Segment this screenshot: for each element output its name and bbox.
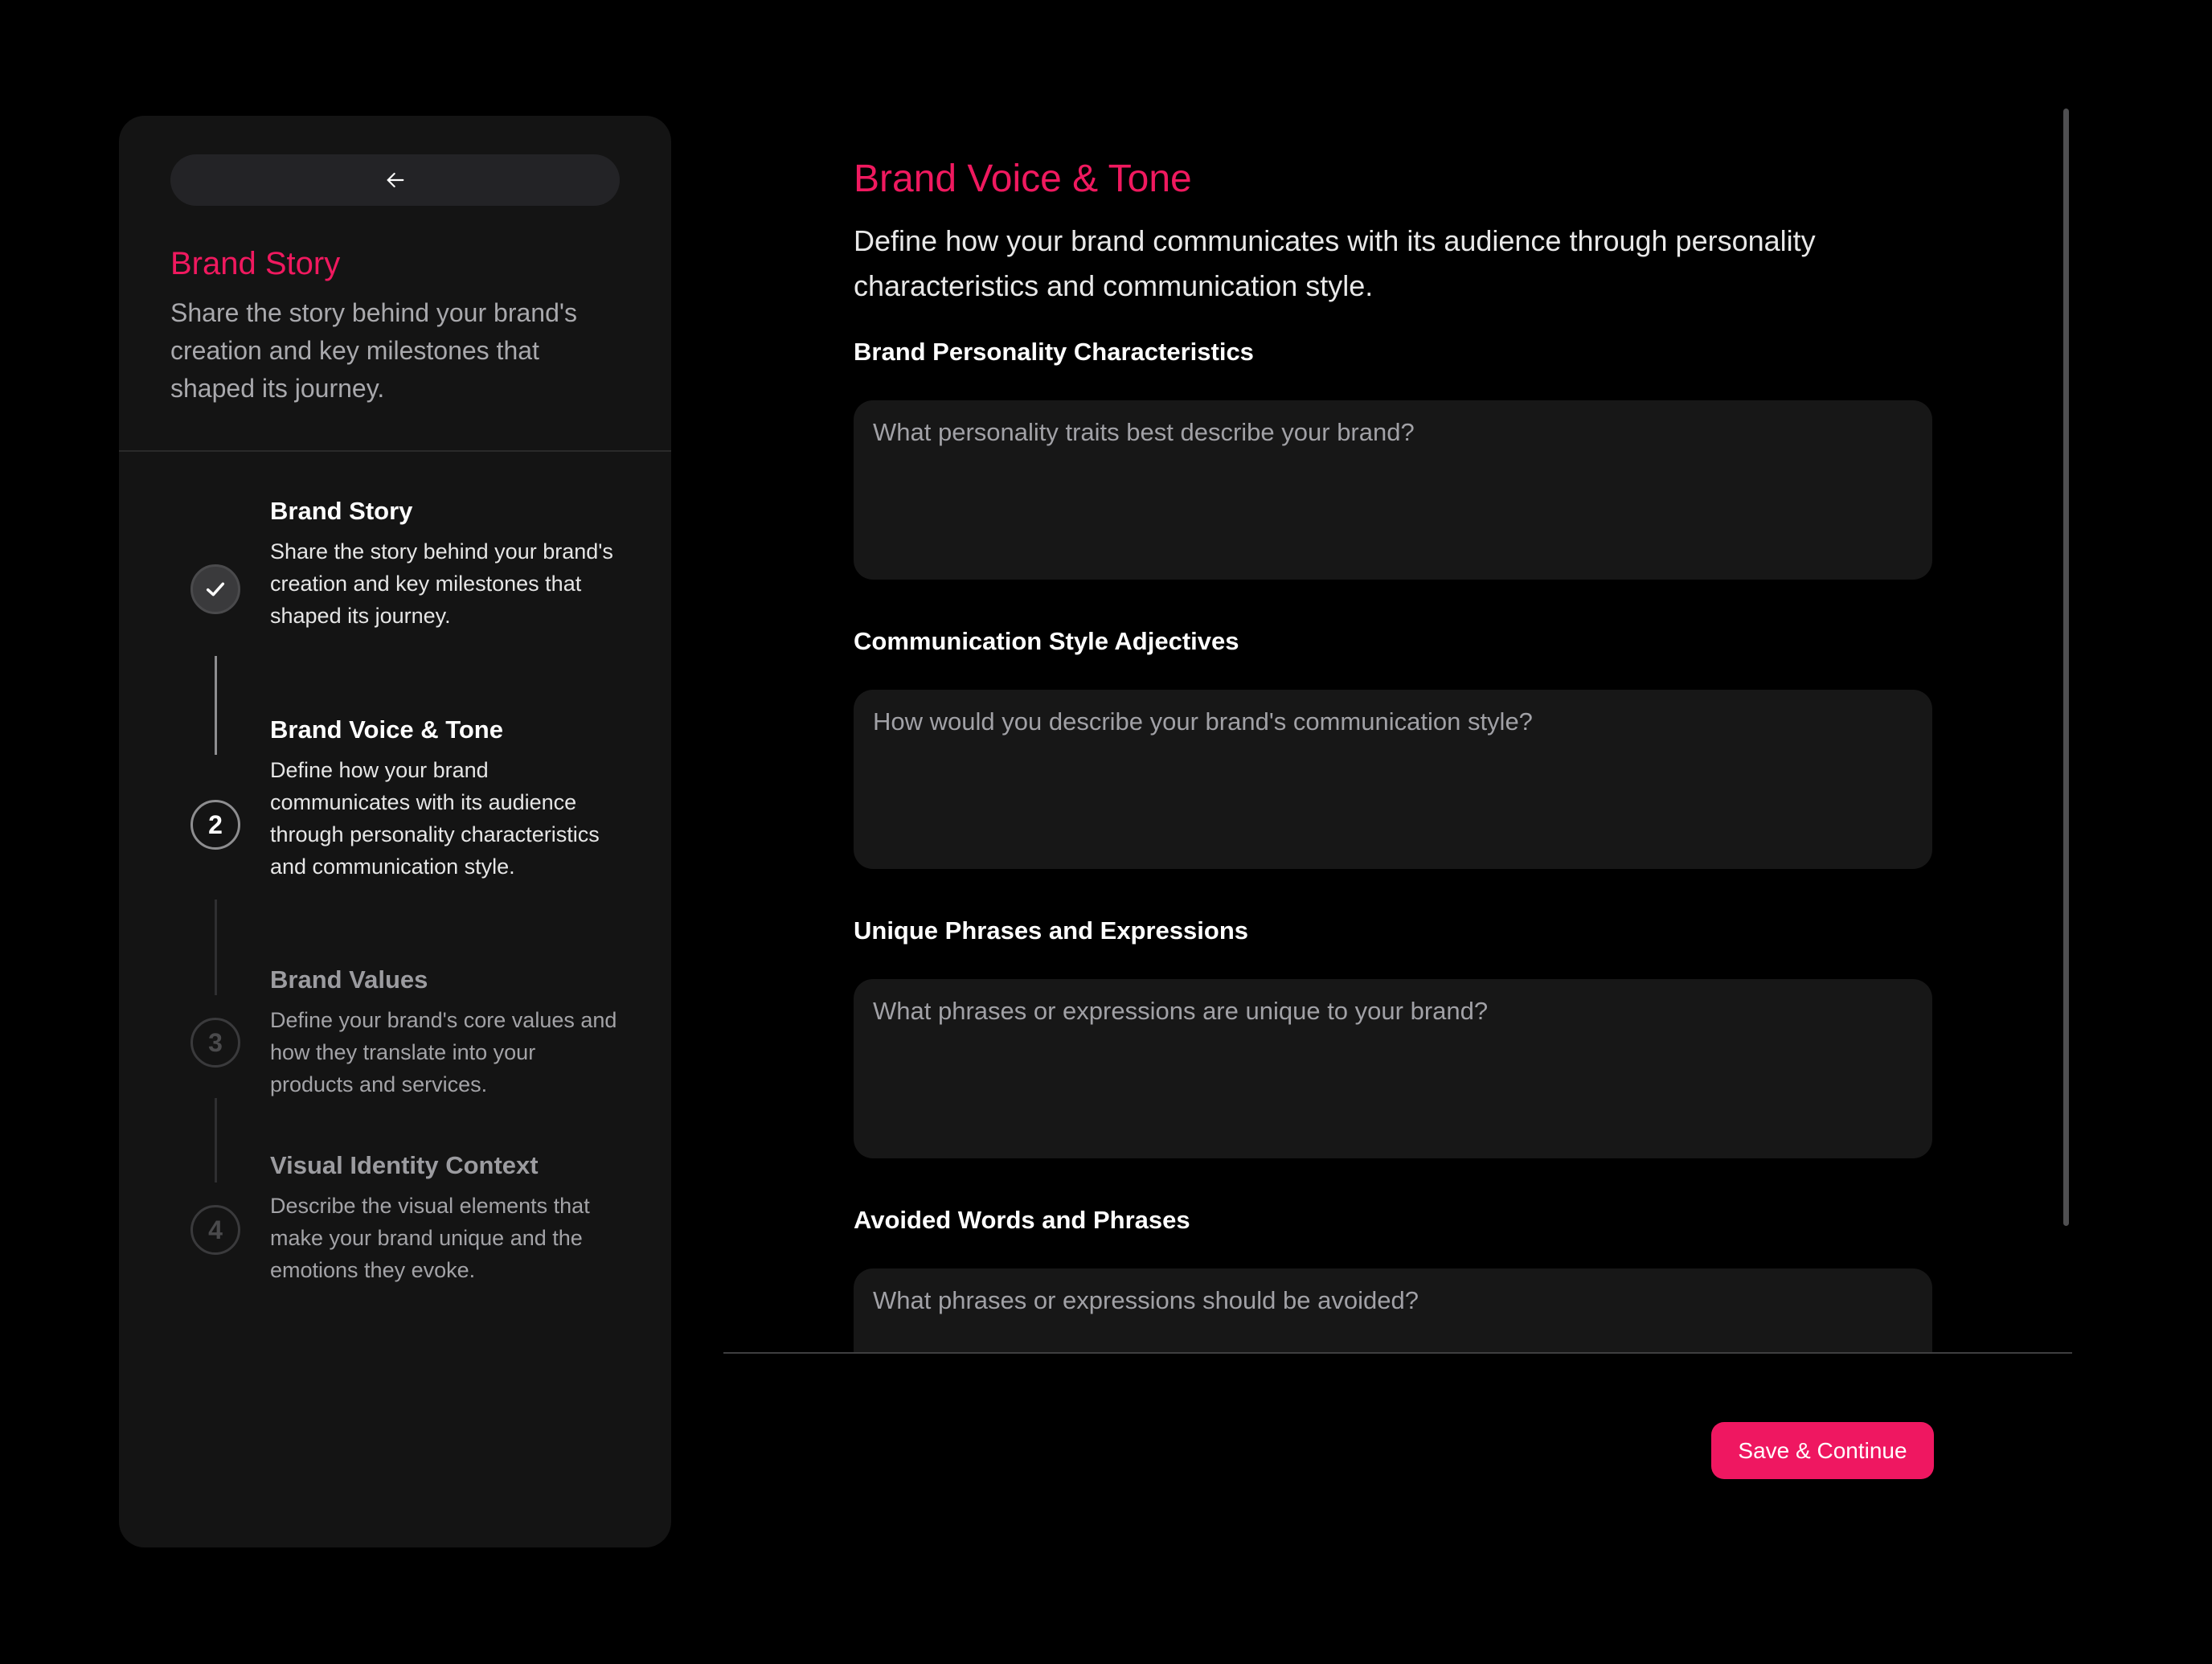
step-description: Describe the visual elements that make your brand unique and the emotions they evoke. <box>270 1194 590 1282</box>
step-title: Brand Voice & Tone <box>270 715 503 744</box>
scrollbar-thumb[interactable] <box>2063 109 2069 1226</box>
step-title: Brand Values <box>270 965 428 994</box>
field-label: Avoided Words and Phrases <box>854 1206 1190 1234</box>
unique-phrases-textarea[interactable] <box>854 979 1932 1158</box>
back-button[interactable] <box>170 154 620 206</box>
field-label: Brand Personality Characteristics <box>854 338 1254 366</box>
sidebar-divider <box>119 450 671 452</box>
check-icon <box>203 576 228 602</box>
step-description: Define your brand's core values and how they translate into your products and services. <box>270 1008 617 1096</box>
step-connector <box>215 900 217 995</box>
step-number: 2 <box>190 800 240 850</box>
step-description: Share the story behind your brand's creation and key milestones that shaped its journey. <box>270 539 613 628</box>
page-description: Define how your brand communicates with its audience through personality characteristics and communication style. <box>854 224 1816 302</box>
footer-divider <box>723 1352 2072 1354</box>
arrow-left-icon <box>383 167 408 193</box>
brand-personality-textarea[interactable] <box>854 400 1932 580</box>
step-connector <box>215 656 217 755</box>
sidebar <box>119 116 671 1547</box>
step-number: 4 <box>190 1205 240 1255</box>
save-continue-button[interactable]: Save & Continue <box>1711 1422 1934 1479</box>
sidebar-title: Brand Story <box>170 246 341 281</box>
step-title: Brand Story <box>270 497 413 525</box>
page-title: Brand Voice & Tone <box>854 158 1192 200</box>
step-number: 3 <box>190 1018 240 1068</box>
field-label: Communication Style Adjectives <box>854 627 1239 655</box>
step-description: Define how your brand communicates with its audience through personality characteristics and communication style. <box>270 758 600 879</box>
communication-style-textarea[interactable] <box>854 690 1932 869</box>
form-scroll-area[interactable] <box>854 330 1939 1353</box>
field-label: Unique Phrases and Expressions <box>854 916 1249 945</box>
avoided-words-textarea[interactable] <box>854 1268 1932 1353</box>
step-connector <box>215 1098 217 1182</box>
step-status-completed <box>190 564 240 614</box>
step-title: Visual Identity Context <box>270 1151 539 1179</box>
sidebar-description: Share the story behind your brand's creation and key milestones that shaped its journey. <box>170 298 577 403</box>
